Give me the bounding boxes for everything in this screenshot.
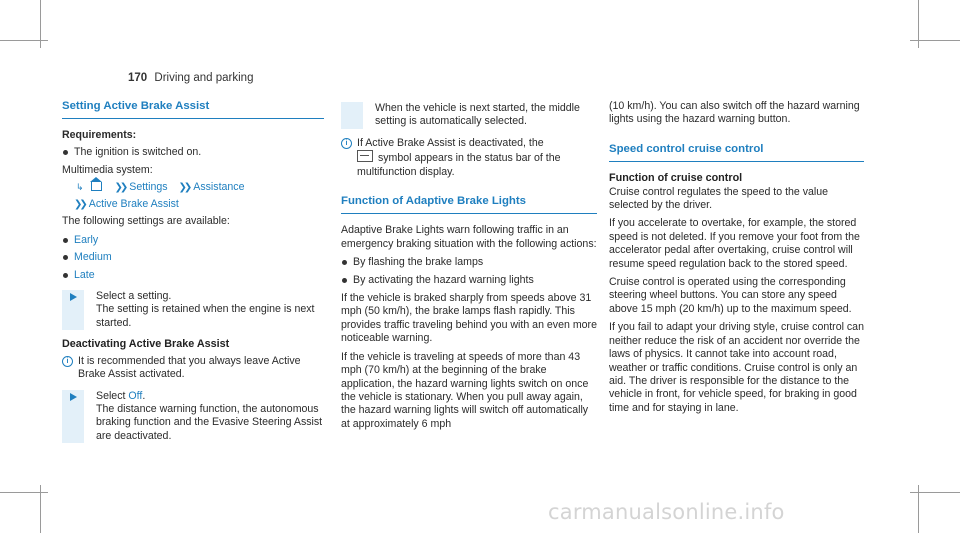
step-arrow-icon: [70, 393, 77, 401]
step-continuation: [341, 102, 597, 129]
section-heading-setting-active-brake-assist: Setting Active Brake Assist: [62, 100, 324, 119]
paragraph: If you fail to adapt your driving style, cruise control can neither reduce the risk of an accident nor override the laws of physics. It cannot take into account road, weather or traffic conditions. Cruise control is only an aid. The driver is responsible for the distance to the vehicle in front, for vehicle speed, for braking in good time and for staying in lane.: [609, 321, 864, 414]
chevron-right-icon: ❯❯: [178, 181, 190, 193]
list-item: By flashing the brake lamps: [341, 256, 597, 269]
multimedia-label: Multimedia system:: [62, 164, 153, 177]
step-text: When the vehicle is next started, the middle setting is automatically selected.: [375, 102, 580, 128]
option-medium[interactable]: Medium: [62, 251, 324, 264]
crop-mark: [910, 492, 960, 493]
options-list: [62, 234, 324, 282]
section-heading-cruise-control: Speed control cruise control: [609, 143, 864, 162]
crop-mark: [0, 40, 48, 41]
note-text-2: symbol appears in the status bar of the multifunction display.: [357, 152, 561, 178]
step-bar: [341, 102, 363, 129]
section-title: Driving and parking: [154, 72, 254, 84]
brake-assist-off-icon: [357, 150, 373, 162]
available-settings-text: The following settings are available:: [62, 215, 230, 228]
column-left: [62, 100, 324, 451]
menu-path-line2: [74, 198, 324, 211]
step-select-setting: [62, 290, 324, 330]
step-text: The setting is retained when the engine is next started.: [96, 303, 315, 329]
info-icon: i: [62, 356, 73, 367]
column-middle: [341, 100, 597, 436]
deactivate-heading: Deactivating Active Brake Assist: [62, 338, 230, 351]
option-early[interactable]: Early: [62, 234, 324, 247]
menu-path: [74, 181, 324, 194]
paragraph: If you accelerate to overtake, for example, the stored speed is not deleted. If you remove your foot from the accelerator pedal after overtaking, cruise control will resume speed regulation back to the stored speed.: [609, 217, 860, 270]
note-deactivated-symbol: [341, 137, 597, 179]
step-prefix: Select: [96, 389, 129, 402]
note-text-1: If Active Brake Assist is deactivated, the: [357, 136, 544, 149]
section-heading-adaptive-brake-lights: Function of Adaptive Brake Lights: [341, 195, 597, 214]
paragraph: If the vehicle is braked sharply from speeds above 31 mph (50 km/h), the brake lamps flash rapidly. This provides traffic traveling behind you with an even more noticeable warning.: [341, 292, 597, 345]
requirements-title: Requirements:: [62, 129, 137, 142]
step-title: Select a setting.: [96, 290, 172, 303]
info-icon: i: [341, 138, 352, 149]
chevron-right-icon: ❯❯: [74, 199, 85, 211]
chevron-right-icon: ❯❯: [114, 181, 126, 193]
list-item: The ignition is switched on.: [62, 146, 324, 159]
path-settings-link[interactable]: Settings: [129, 180, 168, 193]
intro-text: Adaptive Brake Lights warn following traffic in an emergency braking situation with the following actions:: [341, 224, 597, 250]
crop-mark: [0, 492, 48, 493]
sub-heading-function: Function of cruise control: [609, 172, 743, 185]
path-active-brake-assist-link[interactable]: Active Brake Assist: [88, 198, 179, 211]
option-off[interactable]: Off: [128, 389, 143, 402]
paragraph: Cruise control regulates the speed to the value selected by the driver.: [609, 185, 829, 212]
step-text: The distance warning function, the autonomous braking function and the Evasive Steering Assist are deactivated.: [96, 402, 323, 442]
menu-arrow-icon: ↳: [76, 181, 84, 192]
step-select-off: Select Off. The distance warning function, the autonomous braking function and the Evasive Steering Assist are deactivated.: [62, 390, 324, 444]
note-recommendation: [62, 355, 324, 382]
actions-list: [341, 256, 597, 287]
paragraph: Cruise control is operated using the corresponding steering wheel buttons. You can store any speed above 15 mph (20 km/h) up to the maximum speed.: [609, 276, 852, 315]
crop-mark: [910, 40, 960, 41]
page-number: 170: [128, 72, 148, 84]
watermark: carmanualsonline.info: [548, 500, 785, 524]
continuation-text: (10 km/h). You can also switch off the hazard warning lights using the hazard warning button.: [609, 100, 860, 126]
column-right: [609, 100, 864, 420]
requirements-list: [62, 146, 324, 159]
list-item: By activating the hazard warning lights: [341, 274, 597, 287]
paragraph: If the vehicle is traveling at speeds of more than 43 mph (70 km/h) at the beginning of the brake application, the hazard warning lights switch on once the vehicle is stationary. When you pull away again, the hazard warning lights will switch off automatically at approximately 6 mph: [341, 350, 589, 430]
home-icon: [91, 182, 102, 191]
path-assistance-link[interactable]: Assistance: [193, 180, 245, 193]
note-text: It is recommended that you always leave Active Brake Assist activated.: [78, 354, 301, 381]
page-header: [128, 72, 253, 85]
option-late[interactable]: Late: [62, 269, 324, 282]
step-arrow-icon: [70, 293, 77, 301]
